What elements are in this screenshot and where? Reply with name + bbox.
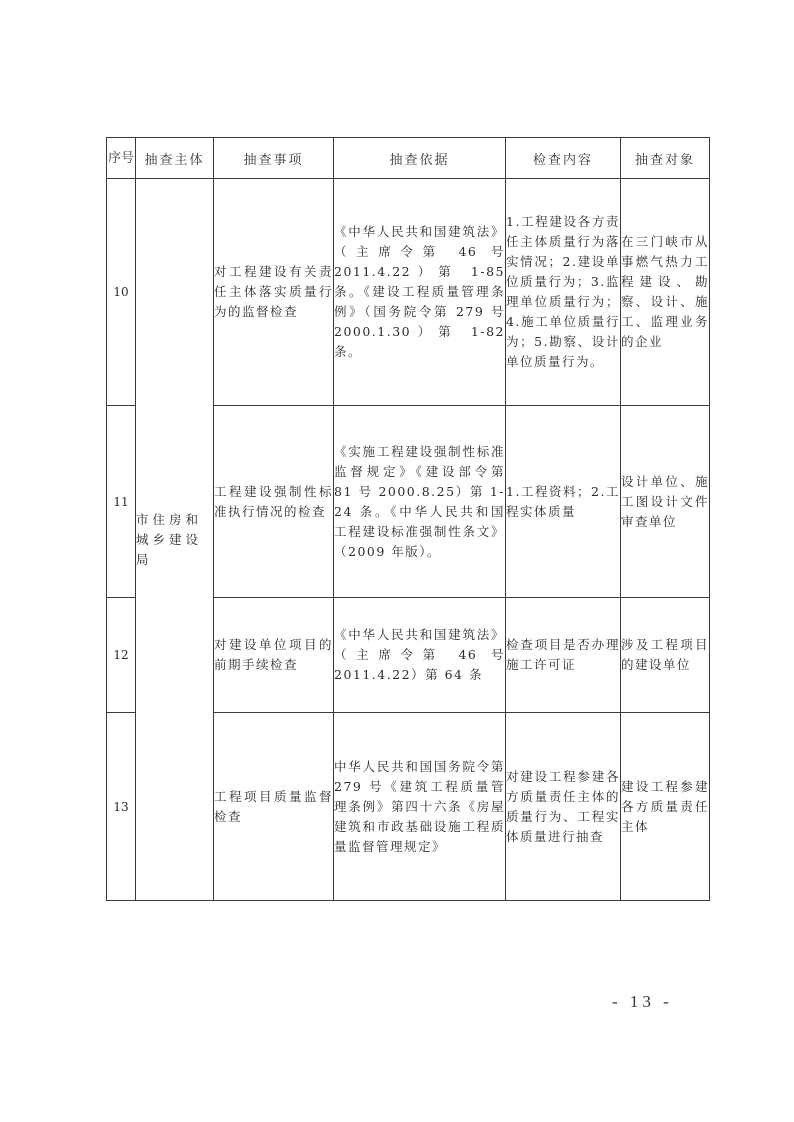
row-content: 对建设工程参建各方质量责任主体的质量行为、工程实体质量进行抽查 [506, 713, 621, 901]
row-subject: 市住房和城乡建设局 [136, 179, 214, 901]
row-target: 涉及工程项目的建设单位 [621, 598, 710, 713]
header-content: 检查内容 [506, 138, 621, 179]
header-item: 抽查事项 [214, 138, 334, 179]
header-target: 抽查对象 [621, 138, 710, 179]
row-target: 设计单位、施工图设计文件审查单位 [621, 406, 710, 598]
row-target: 在三门峡市从事燃气热力工程建设、勘察、设计、施工、监理业务的企业 [621, 179, 710, 406]
row-basis: 中华人民共和国国务院令第 279 号《建筑工程质量管理条例》第四十六条《房屋建筑和市政基础设施工程质量监督管理规定》 [334, 713, 506, 901]
header-seq: 序号 [107, 138, 136, 179]
header-subject: 抽查主体 [136, 138, 214, 179]
row-basis: 《中华人民共和国建筑法》（主席令第 46 号 2011.4.22）第 64 条 [334, 598, 506, 713]
row-seq: 10 [107, 179, 136, 406]
table-row [107, 179, 710, 406]
row-target: 建设工程参建各方质量责任主体 [621, 713, 710, 901]
row-content: 检查项目是否办理施工许可证 [506, 598, 621, 713]
row-seq: 11 [107, 406, 136, 598]
row-content: 1.工程建设各方责任主体质量行为落实情况；2.建设单位质量行为；3.监理单位质量行为；4.施工单位质量行为；5.勘察、设计单位质量行为。 [506, 179, 621, 406]
row-item: 对建设单位项目的前期手续检查 [214, 598, 334, 713]
inspection-table [106, 137, 710, 901]
row-seq: 12 [107, 598, 136, 713]
table-header-row [107, 138, 710, 179]
header-basis: 抽查依据 [334, 138, 506, 179]
row-item: 工程项目质量监督检查 [214, 713, 334, 901]
row-basis: 《实施工程建设强制性标准监督规定》《建设部令第 81 号 2000.8.25）第 1-24 条。《中华人民共和国工程建设标准强制性条文》（2009 年版）。 [334, 406, 506, 598]
row-seq: 13 [107, 713, 136, 901]
row-content: 1.工程资料；2.工程实体质量 [506, 406, 621, 598]
row-item: 工程建设强制性标准执行情况的检查 [214, 406, 334, 598]
page-number: - 13 - [612, 992, 673, 1011]
row-basis: 《中华人民共和国建筑法》（主席令第 46 号 2011.4.22）第 1-85 条。《建设工程质量管理条例》（国务院令第 279 号 2000.1.30）第 1-82 条。 [334, 179, 506, 406]
row-item: 对工程建设有关责任主体落实质量行为的监督检查 [214, 179, 334, 406]
